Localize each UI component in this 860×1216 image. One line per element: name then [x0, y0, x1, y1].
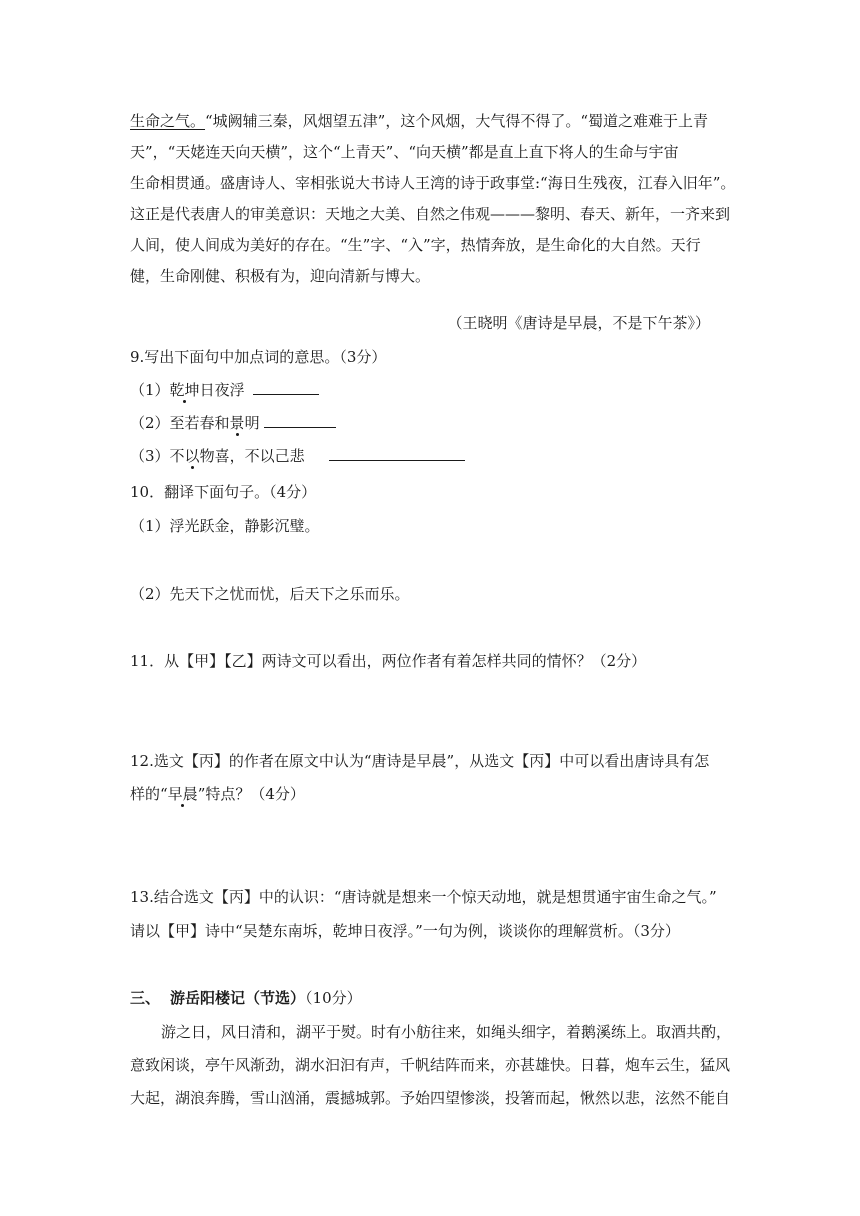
q9-item-1: （1）乾坤日夜浮 — [130, 380, 740, 400]
section-3-line-3: 大起，湖浪奔腾，雪山汹涌，震撼城郭。予始四望惨淡，投箸而起，愀然以悲，泫然不能自 — [130, 1089, 731, 1107]
section-3-line-2: 意致闲谈，亭午风渐劲，湖水汩汩有声，千帆结阵而来，亦甚雄快。日暮，炮车云生，猛风 — [130, 1056, 731, 1074]
passage-line-6: 健，生命刚健、积极有为，迎向清新与博大。 — [130, 267, 431, 285]
q9-item-3: （3）不以物喜，不以己悲 — [130, 446, 740, 466]
q13-line-2: 请以【甲】诗中“吴楚东南坼，乾坤日夜浮。”一句为例，谈谈你的理解赏析。（3分） — [130, 922, 680, 940]
dotted-word: 乾坤 — [169, 381, 200, 399]
q10-item-1: （1）浮光跃金，静影沉璧。 — [130, 517, 320, 535]
passage-line-4: 这正是代表唐人的审美意识：天地之大美、自然之伟观———黎明、春天、新年，一齐来到 — [130, 205, 731, 223]
underlined-phrase: 生命之气。 — [130, 112, 206, 130]
q9-prompt: 9.写出下面句中加点词的意思。（3分） — [130, 348, 387, 366]
q12-line-1: 12.选文【丙】的作者在原文中认为“唐诗是早晨”，从选文【丙】中可以看出唐诗具有怎 — [130, 752, 710, 770]
passage-source: （王晓明《唐诗是早晨，不是下午茶》） — [447, 314, 710, 332]
dotted-word: 早晨 — [167, 785, 198, 803]
passage-line-1: 生命之气。“城阙辅三秦，风烟望五津”，这个风烟，大气得不得了。“蜀道之难难于上青 — [130, 112, 709, 130]
section-3-line-1: 游之日，风日清和，湖平于熨。时有小舫往来，如绳头细字，着鹅溪练上。取酒共酌， — [161, 1023, 732, 1041]
dotted-word: 以 — [184, 447, 200, 465]
passage-line-2: 天”，“天姥连天向天横”，这个“上青天”、“向天横”都是直上直下将人的生命与宇宙 — [130, 143, 679, 161]
q12-line-2: 样的“早晨”特点？（4分） — [130, 785, 305, 803]
q10-prompt: 10．翻译下面句子。（4分） — [130, 483, 317, 501]
section-3-heading — [130, 988, 740, 1008]
q10-item-2: （2）先天下之忧而忧，后天下之乐而乐。 — [130, 585, 410, 603]
section-number: 三、 — [130, 989, 161, 1007]
passage-line-3: 生命相贯通。盛唐诗人、宰相张说大书诗人王湾的诗于政事堂:“海日生残夜，江春入旧年”。 — [130, 174, 736, 192]
section-score: （10分） — [305, 989, 362, 1007]
section-title: 游岳阳楼记（节选） — [170, 989, 306, 1007]
passage-line-5: 人间，使人间成为美好的存在。“生”字、“入”字，热情奔放，是生命化的大自然。天行 — [130, 236, 701, 254]
q13-line-1: 13.结合选文【丙】中的认识：“唐诗就是想来一个惊天动地，就是想贯通宇宙生命之气。” — [130, 888, 717, 906]
dotted-word: 景 — [229, 414, 245, 432]
answer-blank[interactable] — [253, 380, 319, 395]
q11-prompt: 11．从【甲】【乙】两诗文可以看出，两位作者有着怎样共同的情怀？（2分） — [130, 652, 647, 670]
answer-blank[interactable] — [264, 413, 336, 428]
q9-item-2: （2）至若春和景明 — [130, 413, 740, 433]
answer-blank[interactable] — [329, 446, 465, 461]
